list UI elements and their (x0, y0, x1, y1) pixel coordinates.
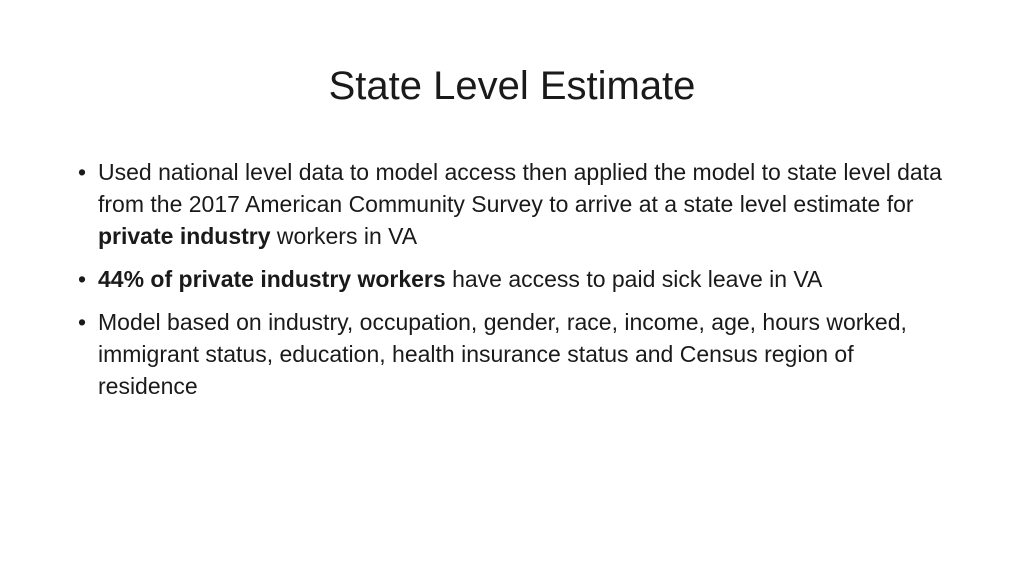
bullet-text: workers in VA (270, 223, 418, 249)
bullet-dot-icon: • (78, 266, 87, 292)
slide-title: State Level Estimate (328, 64, 696, 108)
bullet-bold-text: 44% of private industry workers (98, 266, 446, 292)
bullet-text: have access to paid sick leave in VA (445, 266, 823, 292)
bullet-bold-text: private industry (98, 223, 271, 249)
bullet-list (76, 156, 956, 413)
bullet-text: Model based on industry, occupation, gender, race, income, age, hours worked, immigrant status, education, health insurance status and Census region of residence (98, 309, 907, 399)
bullet-item-percent-access (76, 263, 956, 295)
bullet-dot-icon: • (78, 159, 87, 185)
bullet-text: Used national level data to model access then applied the model to state level data from the 2017 American Community Survey to arrive at a state level estimate for (98, 159, 942, 217)
bullet-dot-icon: • (78, 309, 87, 335)
bullet-item-national-model (76, 156, 956, 252)
bullet-item-model-factors (76, 306, 956, 402)
